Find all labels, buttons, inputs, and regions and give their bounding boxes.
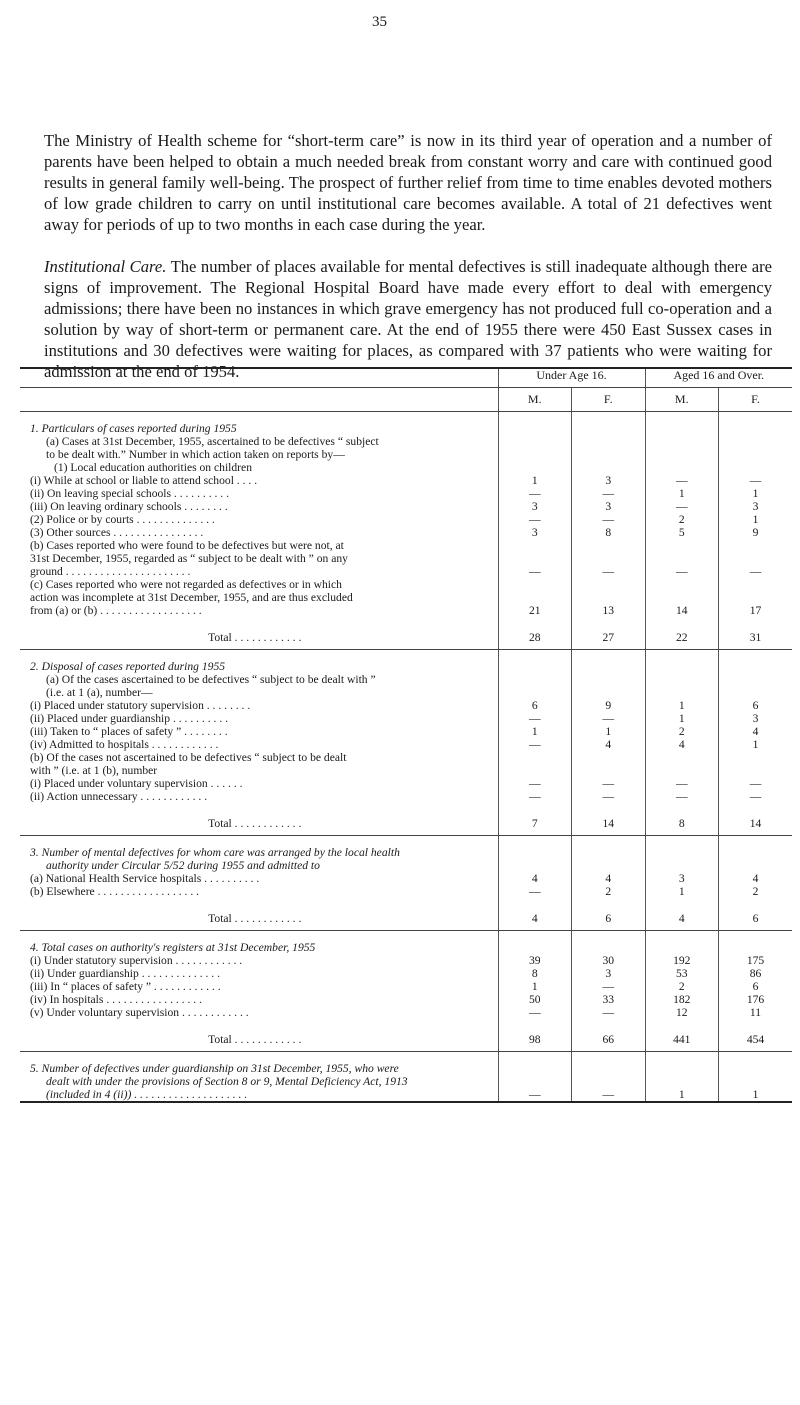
sub-header-row [20, 388, 792, 412]
page-number: 35 [372, 14, 387, 30]
table-row: (ii) Placed under guardianship . . . . . . . . . . — — 1 3 [20, 712, 792, 725]
section-title: 3. Number of mental defectives for whom care was arranged by the local health [30, 846, 400, 859]
paragraph-short-term-care: The Ministry of Health scheme for “short-term care” is now in its third year of operation and a number of parents have been helped to obtain a much needed break from constant worry and care with continued good results in general family well-being. The prospect of further relief from time to time enables devoted mothers of low grade children to carry on until institutional care becomes available. A total of 21 defectives went away for periods of up to two months in each case during the year. [44, 131, 772, 234]
table-row: (iv) Admitted to hospitals . . . . . . . . . . . . — 4 4 1 [20, 738, 792, 751]
table-row: (a) National Health Service hospitals . . . . . . . . . . 4 4 3 4 [20, 872, 792, 885]
table-row: (i) Under statutory supervision . . . . . . . . . . . . 39 30 192 175 [20, 954, 792, 967]
table-row: (i) Placed under statutory supervision . . . . . . . . 6 9 1 6 [20, 699, 792, 712]
table-row: (iii) On leaving ordinary schools . . . . . . . . 3 3 — 3 [20, 500, 792, 513]
total-row: Total . . . . . . . . . . . . 98 66 441 454 [20, 1027, 792, 1052]
table-row: (ii) On leaving special schools . . . . . . . . . . — — 1 1 [20, 487, 792, 500]
institutional-care-text: The number of places available for mental defectives is still inadequate although there are signs of improvement. The Regional Hospital Board have made every effort to deal with emergency admissions; there have been no instances in which grave emergency has not produced full co-operation and a solution by way of short-term or permanent care. At the end of 1955 there were 450 East Sussex cases in institutions and 30 defectives were waiting for places, as compared with 37 patients who were waiting for admission at the end of 1954. [44, 257, 772, 381]
paragraph-institutional-care [44, 256, 772, 382]
table-row: (iii) Taken to “ places of safety ” . . . . . . . . 1 1 2 4 [20, 725, 792, 738]
left-margin [0, 0, 12, 1405]
section-title: 1. Particulars of cases reported during 1955 [30, 422, 237, 435]
section-title: 4. Total cases on authority's registers at 31st December, 1955 [30, 941, 316, 954]
table-row: 1. Particulars of cases reported during 1955 (a) Cases at 31st December, 1955, ascertained to be defectives “ subject to be dealt with.” Number in which action taken on reports by— (1) Local education authorities on children [20, 412, 792, 475]
table-row: (iv) In hospitals . . . . . . . . . . . . . . . . . 50 33 182 176 [20, 993, 792, 1006]
section-title: 2. Disposal of cases reported during 1955 [30, 660, 226, 673]
total-row: Total . . . . . . . . . . . . 7 14 8 14 [20, 811, 792, 836]
total-row: Total . . . . . . . . . . . . 4 6 4 6 [20, 906, 792, 931]
total-row: Total . . . . . . . . . . . . 28 27 22 31 [20, 625, 792, 650]
group-header-row [20, 368, 792, 388]
header-m: M. [645, 388, 719, 412]
table-row: (c) Cases reported who were not regarded as defectives or in which action was incomplete at 31st December, 1955, and are thus excluded from (a) or (b) . . . . . . . . . . . . . . . . . . 21 13 14 17 [20, 578, 792, 617]
header-m: M. [498, 388, 572, 412]
table-row: (2) Police or by courts . . . . . . . . . . . . . . — — 2 1 [20, 513, 792, 526]
header-under-16: Under Age 16. [498, 368, 645, 388]
table-row: 3. Number of mental defectives for whom care was arranged by the local health authority under Circular 5/52 during 1955 and admitted to [20, 836, 792, 873]
header-f: F. [719, 388, 793, 412]
header-f: F. [572, 388, 646, 412]
table-row: (ii) Under guardianship . . . . . . . . . . . . . . 8 3 53 86 [20, 967, 792, 980]
institutional-care-heading: Institutional Care. [44, 257, 167, 276]
table-row [20, 931, 792, 955]
table-row: (i) Placed under voluntary supervision . . . . . . — — — — [20, 777, 792, 790]
section-title: 5. Number of defectives under guardianship on 31st December, 1955, who were [30, 1062, 399, 1075]
mental-defectives-table [20, 367, 792, 1103]
table-row: (iii) In “ places of safety ” . . . . . . . . . . . . 1 — 2 6 [20, 980, 792, 993]
header-aged-16-over: Aged 16 and Over. [645, 368, 792, 388]
table-row: 5. Number of defectives under guardianship on 31st December, 1955, who were dealt with under the provisions of Section 8 or 9, Mental Deficiency Act, 1913 (included in 4 (ii)) . . . . . . . . . . . . . . . . . . . . — — 1 1 [20, 1052, 792, 1103]
table-row: (3) Other sources . . . . . . . . . . . . . . . . 3 8 5 9 [20, 526, 792, 539]
table-row: 2. Disposal of cases reported during 1955 (a) Of the cases ascertained to be defectives “ subject to be dealt with ” (i.e. at 1 (a), number— [20, 650, 792, 700]
table-row: (b) Of the cases not ascertained to be defectives “ subject to be dealt with ” (i.e. at 1 (b), number [20, 751, 792, 777]
table-row: (b) Elsewhere . . . . . . . . . . . . . . . . . . — 2 1 2 [20, 885, 792, 898]
table-row: (v) Under voluntary supervision . . . . . . . . . . . . — — 12 11 [20, 1006, 792, 1019]
table-row: (b) Cases reported who were found to be defectives but were not, at 31st December, 1955, regarded as “ subject to be dealt with ” on any ground . . . . . . . . . . . . . . . . . . . . . . — — — — [20, 539, 792, 578]
table-row: (i) While at school or liable to attend school . . . . 1 3 — — [20, 474, 792, 487]
table-row: (ii) Action unnecessary . . . . . . . . . . . . — — — — [20, 790, 792, 803]
